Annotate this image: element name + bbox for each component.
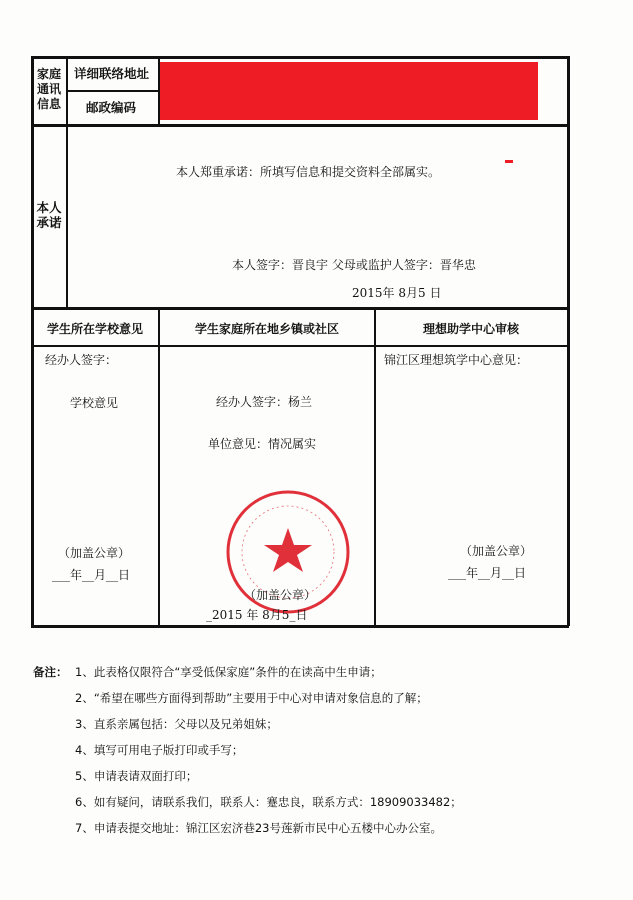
- note-item: 7、申请表提交地址：锦江区宏济巷23号莲新市民中心五楼中心办公室。: [75, 821, 442, 835]
- pledge-signatures: 本人签字：晋良宇 父母或监护人签字：晋华忠: [232, 258, 476, 272]
- school-seal-note: （加盖公章）: [58, 546, 131, 560]
- community-header: 学生家庭所在地乡镇或社区: [194, 322, 339, 336]
- school-date: ___年__月__日: [52, 568, 131, 582]
- address-redaction: [160, 62, 538, 120]
- contact-section-label: 家庭通讯信息: [36, 67, 61, 111]
- community-handler: 经办人签字：杨兰: [216, 395, 313, 409]
- note-item: 4、填写可用电子版打印或手写；: [75, 743, 244, 757]
- school-opinion-label: 学校意见: [70, 396, 119, 410]
- school-header: 学生所在学校意见: [46, 322, 143, 336]
- postal-label: 邮政编码: [86, 100, 137, 115]
- center-date: ___年__月__日: [448, 566, 527, 580]
- star-icon: [264, 528, 312, 572]
- red-mark: [505, 160, 513, 163]
- center-opinion: 锦江区理想筑学中心意见：: [384, 353, 529, 367]
- note-item: 5、申请表请双面打印；: [75, 769, 198, 783]
- note-item: 6、如有疑问，请联系我们，联系人：蹇忠良，联系方式：18909033482；: [75, 795, 462, 809]
- school-handler: 经办人签字：: [45, 353, 118, 367]
- pledge-statement: 本人郑重承诺：所填写信息和提交资料全部属实。: [176, 165, 441, 179]
- note-item: 2、“希望在哪些方面得到帮助”主要用于中心对申请对象信息的了解；: [75, 691, 428, 705]
- note-item: 3、直系亲属包括：父母以及兄弟姐妹；: [75, 717, 278, 731]
- community-seal-note: （加盖公章）: [244, 588, 317, 602]
- notes-title: 备注：: [33, 665, 68, 679]
- pledge-date: 2015年 8月5 日: [352, 286, 442, 300]
- address-label: 详细联络地址: [74, 66, 150, 81]
- center-seal-note: （加盖公章）: [460, 544, 533, 558]
- community-opinion: 单位意见：情况属实: [208, 437, 317, 451]
- pledge-section-label: 本人承诺: [36, 200, 62, 230]
- note-item: 1、此表格仅限符合“享受低保家庭”条件的在读高中生申请；: [75, 665, 382, 679]
- community-date: _2015 年 8月5_日: [206, 608, 308, 622]
- center-header: 理想助学中心审核: [422, 322, 519, 336]
